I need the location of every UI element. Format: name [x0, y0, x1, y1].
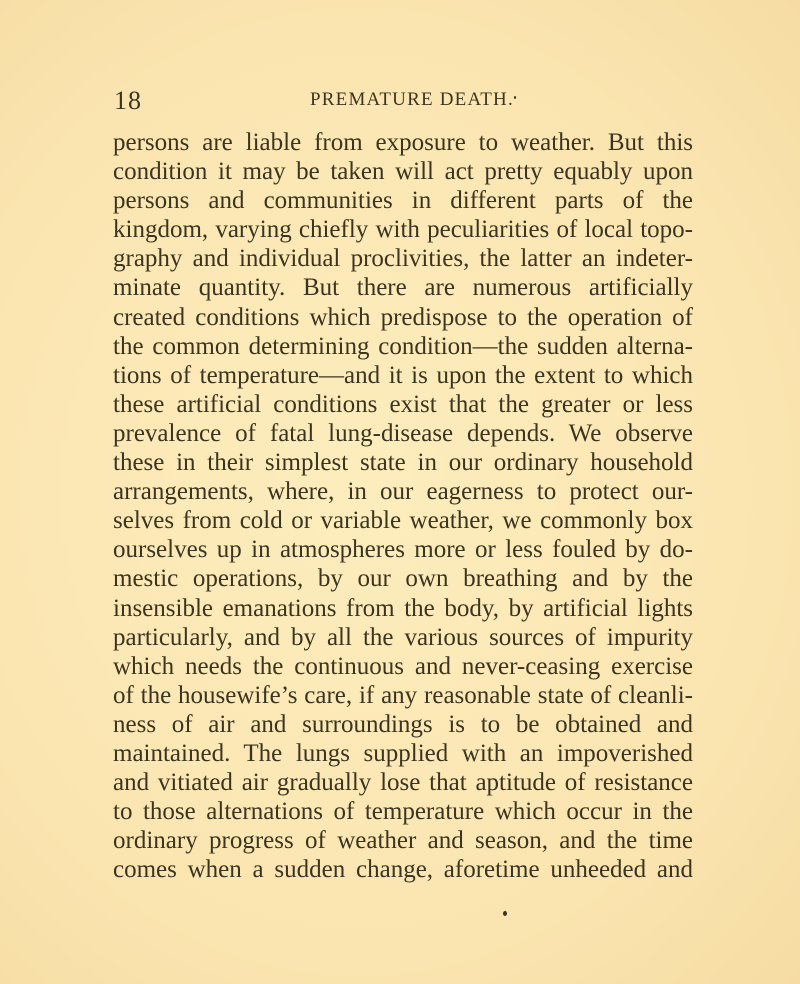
text-line: mestic operations, by our own breathing and by the — [113, 565, 693, 593]
text-line: ordinary progress of weather and season, and the time — [113, 827, 693, 855]
text-line: condition it may be taken will act pretty equably upon — [113, 158, 693, 186]
text-line: which needs the continuous and never-ceasing exercise — [113, 652, 693, 680]
text-line: ourselves up in atmospheres more or less fouled by do- — [113, 536, 693, 564]
running-head — [114, 86, 694, 116]
text-line: kingdom, varying chiefly with peculiarities of local topo- — [113, 216, 693, 244]
text-line: particularly, and by all the various sources of impurity — [113, 623, 693, 651]
body-paragraph — [113, 128, 693, 884]
text-line: minate quantity. But there are numerous artificially — [113, 274, 693, 302]
text-line: persons are liable from exposure to weather. But this — [113, 129, 693, 156]
text-line: created conditions which predispose to the operation of — [113, 303, 693, 331]
ink-speck — [514, 96, 516, 99]
text-line: of the housewife’s care, if any reasonable state of cleanli- — [113, 681, 693, 709]
text-line: these in their simplest state in our ordinary household — [113, 449, 693, 477]
page-number: 18 — [114, 86, 142, 115]
text-line: selves from cold or variable weather, we commonly box — [113, 507, 693, 535]
text-line: these artificial conditions exist that the greater or less — [113, 390, 693, 418]
ink-speck — [503, 911, 507, 916]
text-line: persons and communities in different parts of the — [113, 187, 693, 215]
text-line: maintained. The lungs supplied with an impoverished — [113, 739, 693, 767]
text-line: graphy and individual proclivities, the latter an indeter- — [113, 245, 693, 273]
text-line: ness of air and surroundings is to be obtained and — [113, 710, 693, 738]
text-line: the common determining condition—the sudden alterna- — [113, 332, 693, 360]
text-line: to those alternations of temperature which occur in the — [113, 798, 693, 826]
text-line: tions of temperature—and it is upon the extent to which — [113, 361, 693, 389]
text-line: and vitiated air gradually lose that aptitude of resistance — [113, 769, 693, 797]
running-title: PREMATURE DEATH. — [310, 89, 514, 110]
text-line: arrangements, where, in our eagerness to protect our- — [113, 478, 693, 506]
text-line: comes when a sudden change, aforetime unheeded and — [113, 856, 693, 884]
text-line: insensible emanations from the body, by artificial lights — [113, 594, 693, 622]
text-line: prevalence of fatal lung-disease depends. We observe — [113, 419, 693, 447]
